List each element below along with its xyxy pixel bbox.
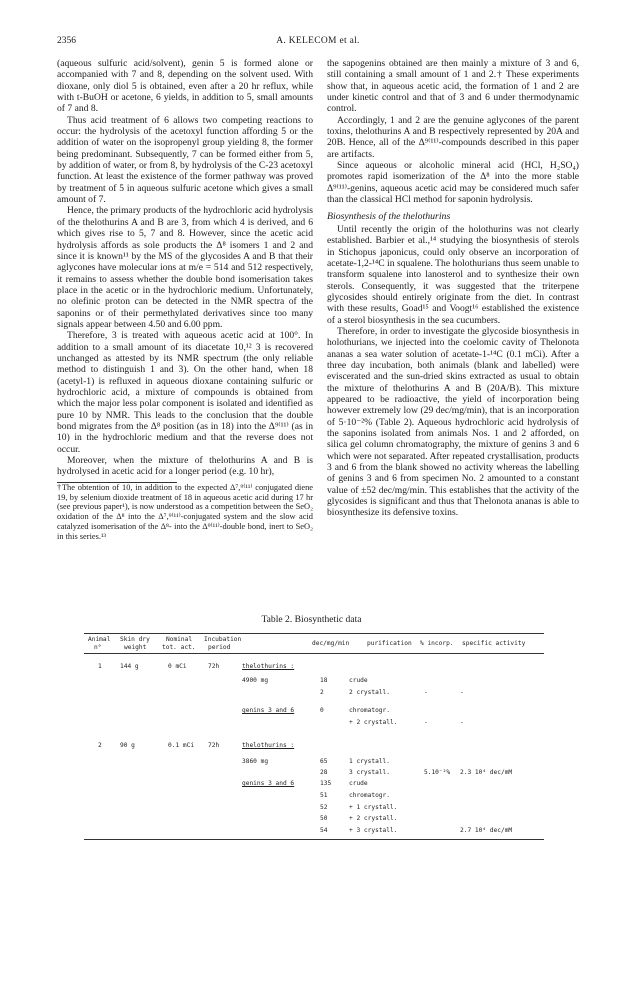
table-cell-specific: 2.3 10⁴ dec/mM: [460, 769, 513, 776]
page-header: [57, 36, 579, 50]
table-cell-material: thelothurins :: [242, 742, 295, 749]
col-header-specific: specific activity: [462, 640, 526, 647]
right-column: [327, 58, 579, 519]
table-cell-dec: 51: [320, 792, 328, 799]
footnote: †The obtention of 10, in addition to the expected Δ⁷,⁹⁽¹¹⁾ conjugated diene 19, by selenium dioxide treatment of 18 in aqueous acetic acid during 17 hr (see previous paper¹), is now understood as a competition between the SeO₂ oxidation of the Δ⁸ into the Δ⁷,⁹⁽¹¹⁾-conjugated system and the slow acid catalyzed isomerisation of the Δ⁸- into the Δ⁹⁽¹¹⁾-double bond, inert to SeO₂ in this series.¹³: [57, 482, 313, 541]
table-cell-purification: chromatogr.: [349, 792, 390, 799]
paragraph: (aqueous sulfuric acid/solvent), genin 5 is formed alone or accompanied with 7 and 8, depending on the solvent used. With dioxane, only diol 5 is obtained, even after a 20 hr reflux, while with t-BuOH or acetone, 6 yields, in addition to 5, small amounts of 7 and 8.: [57, 58, 313, 115]
table-cell-purification: 3 crystall.: [349, 769, 390, 776]
table-cell-weight: 90 g: [120, 742, 135, 749]
table-cell-animal: 2: [98, 742, 102, 749]
col-header-nominal: Nominal: [166, 636, 193, 643]
table-cell-incorp: -: [424, 689, 428, 696]
table-cell-purification: crude: [349, 780, 368, 787]
col-header-purification: purification: [367, 640, 412, 647]
table-cell-material: genins 3 and 6: [242, 780, 295, 787]
table-cell-purification: + 2 crystall.: [349, 815, 398, 822]
paragraph: the sapogenins obtained are then mainly a mixture of 3 and 6, still containing a small amount of 1 and 2.† These experiments show that, in aqueous acetic acid, the formation of 1 and 2 are under kinetic control and that of 3 and 6 under thermodynamic control.: [327, 58, 579, 115]
table-cell-purification: crude: [349, 677, 368, 684]
paragraph: Moreover, when the mixture of thelothurins A and B is hydrolysed in acetic acid for a longer period (e.g. 10 hr),: [57, 455, 313, 478]
table-cell-purification: + 2 crystall.: [349, 719, 398, 726]
section-heading: Biosynthesis of the thelothurins: [327, 211, 451, 223]
col-header-dec: dec/mg/min: [312, 640, 350, 647]
paragraph: Accordingly, 1 and 2 are the genuine aglycones of the parent toxins, thelothurins A and B respectively represented by 20A and 20B. Hence, all of the Δ⁹⁽¹¹⁾-compounds described in this paper are artifacts.: [327, 114, 579, 160]
table-cell-material: genins 3 and 6: [242, 707, 295, 714]
col-header-weight: weight: [124, 644, 147, 651]
paragraph: Until recently the origin of the holothurins was not clearly established. Barbier et al.,¹⁴ studying the biosynthesis of sterols in Stichopus japonicus, could only observe an incorporation of acetate-1,2-¹⁴C in squalene. The holothurians thus seem unable to transform squalene into lanosterol and to synthesize their own sterols. Consequently, it was suggested that the triterpene glycosides should entirely originate from the diet. In contrast with these results, Goad¹⁵ and Voogt¹⁶ established the existence of a sterol biosynthesis in the sea cucumbers.: [327, 223, 579, 326]
paragraph: Since aqueous or alcoholic mineral acid (HCl, H₂SO₄) promotes rapid isomerization of the Δ⁸ into the more stable Δ⁹⁽¹¹⁾-genins, aqueous acetic acid may be considered much safer than the classical HCl method for saponin hydrolysis.: [327, 160, 579, 206]
paragraph: Thus acid treatment of 6 allows two competing reactions to occur: the hydrolysis of the acetoxyl function affording 5 or the addition of water on the isopropenyl group yielding 8, the former being predominant. Subsequently, 7 can be formed either from 5, by addition of water, or from 8, by hydrolysis of the C-23 acetoxyl function. At least the existence of the former pathway was proved by treatment of 5 in aqueous sulfuric acetone which gives a small amount of 7.: [57, 114, 313, 206]
table-cell-dec: 0: [320, 707, 324, 714]
table-cell-dec: 28: [320, 769, 328, 776]
table-top-rule: [84, 633, 544, 634]
col-header-skin: Skin dry: [120, 636, 150, 643]
page-number: 2356: [57, 36, 76, 46]
table-cell-specific: -: [460, 689, 464, 696]
table-cell-animal: 1: [98, 663, 102, 670]
table-cell-specific: 2.7 10⁴ dec/mM: [460, 827, 513, 834]
paragraph: Therefore, 3 is treated with aqueous acetic acid at 100°. In addition to a small amount of its diacetate 10,¹² 3 is recovered unchanged as attested by its NMR spectrum (the only reliable method to distinguish 1 and 3). On the other hand, when 18 (acetyl-1) is refluxed in aqueous dioxane containing sulfuric or hydrochloric acid, a mixture of compounds is obtained from which the major less polar component is isolated and identified as pure 10 by NMR. This leads to the conclusion that the double bond migrates from the Δ⁸ position (as in 18) into the Δ⁹⁽¹¹⁾ (as in 10) in the hydrochloric medium and that the reverse does not occur.: [57, 330, 313, 455]
table-cell-period: 72h: [208, 663, 220, 670]
table-cell-dec: 52: [320, 804, 328, 811]
col-header-incorp: % incorp.: [420, 640, 454, 647]
table-cell-material: thelothurins :: [242, 663, 295, 670]
table-header-rule: [84, 653, 544, 654]
table-cell-dec: 65: [320, 758, 328, 765]
table-cell-purification: 1 crystall.: [349, 758, 390, 765]
table-cell-incorp: 5.10⁻²%: [424, 769, 451, 776]
table-cell-purification: + 1 crystall.: [349, 804, 398, 811]
table-cell-period: 72h: [208, 742, 220, 749]
table-cell-incorp: -: [424, 719, 428, 726]
col-header-animal: Animal: [88, 636, 111, 643]
table-cell-dec: 18: [320, 677, 328, 684]
col-header-period: period: [208, 644, 231, 651]
table-cell-activity: 0.1 mCi: [168, 742, 195, 749]
table-bottom-rule: [84, 839, 544, 840]
paragraph: Hence, the primary products of the hydrochloric acid hydrolysis of the thelothurins A and B are 3, from which 4 is derived, and 6 which gives rise to 5, 7 and 8. However, since the acetic acid hydrolysis affords as sole products the Δ⁸ isomers 1 and 2 and since it is known¹¹ by the MS of the glycosides A and B that their aglycones have molecular ions at m/e = 514 and 512 respectively, it remains to assess whether the double bond isomerisation takes place in the acetic or in the hydrochloric medium. Unfortunately, no olefinic proton can be detected in the NMR spectra of the saponins or of their permethylated derivatives since too many signals appear between 4.50 and 6.00 ppm.: [57, 205, 313, 330]
table-cell-specific: -: [460, 719, 464, 726]
paragraph: Therefore, in order to investigate the glycoside biosynthesis in holothurians, we injected into the coelomic cavity of Thelonota ananas a sea water solution of acetate-1-¹⁴C (0.1 mCi). After a three day incubation, both animals (blank and labelled) were eviscerated and the sun-dried skins extracted as usual to obtain the mixture of thelothurins A and B (20A/B). This mixture appeared to be radioactive, the yield of incorporation being however extremely low (29 dec/mg/min), that is an incorporation of 5·10⁻²% (Table 2). Aqueous hydrochloric acid hydrolysis of the saponins isolated from animals Nos. 1 and 2 afforded, on silica gel column chromatography, the mixture of genins 3 and 6 which were not separated. After repeated crystallisation, products 3 and 6 from the blank showed no activity whereas the labelling of genins 3 and 6 from specimen No. 2 amounted to a constant value of ±52 dec/mg/min. This establishes that the activity of the glycosides is significant and thus that Thelonota ananas is able to biosynthesize its defensive toxins.: [327, 325, 579, 519]
table-cell-purification: + 3 crystall.: [349, 827, 398, 834]
table-cell-material: 3860 mg: [242, 758, 269, 765]
table-cell-dec: 54: [320, 827, 328, 834]
col-header-totact: tot. act.: [162, 644, 196, 651]
col-header-animal-no: n°: [94, 644, 102, 651]
table-cell-material: 4900 mg: [242, 677, 269, 684]
table-cell-purification: 2 crystall.: [349, 689, 390, 696]
table-cell-dec: 2: [320, 689, 324, 696]
col-header-incubation: Incubation: [204, 636, 242, 643]
table-caption: Table 2. Biosynthetic data: [261, 614, 362, 625]
left-column: [57, 58, 313, 542]
table-cell-dec: 135: [320, 780, 332, 787]
table-cell-purification: chromatogr.: [349, 707, 390, 714]
table-cell-dec: 50: [320, 815, 328, 822]
table-cell-activity: 0 mCi: [168, 663, 187, 670]
running-title: A. KELECOM et al.: [276, 36, 360, 46]
table-cell-weight: 144 g: [120, 663, 139, 670]
